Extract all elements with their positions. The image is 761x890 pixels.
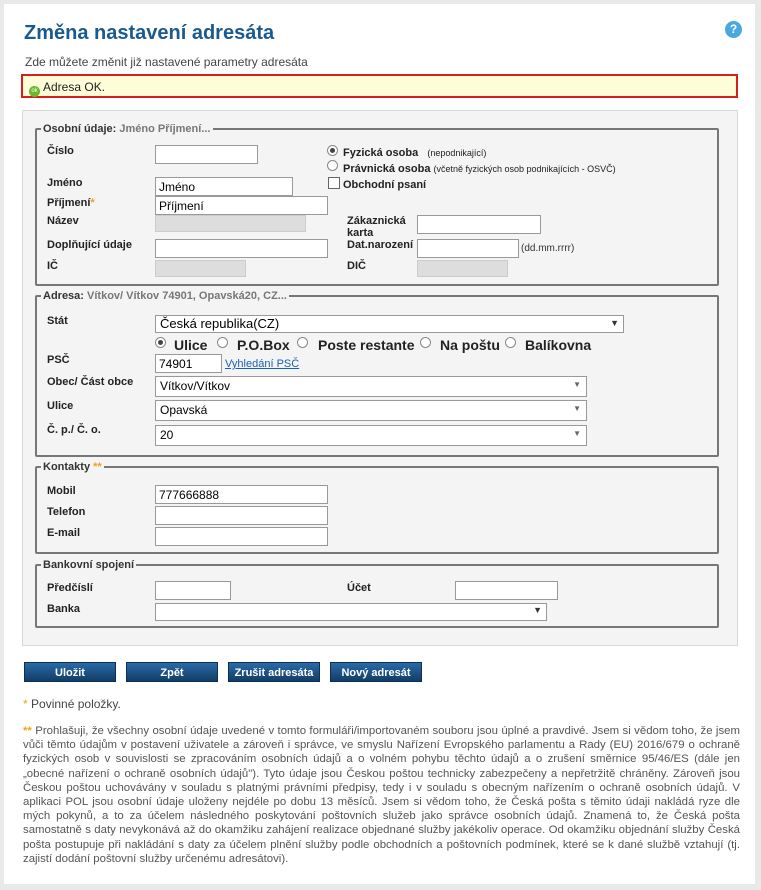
mobil-input[interactable] [155, 485, 328, 504]
dat-narozeni-label: Dat.narození [347, 239, 414, 251]
ic-label: IČ [47, 260, 58, 272]
obchodni-psani-checkbox[interactable] [328, 177, 340, 189]
zakaznicka-karta-label: Zákaznická karta [347, 215, 406, 239]
personal-legend: Osobní údaje: Jméno Příjmení... [43, 123, 211, 135]
dropdown-arrow-icon: ▼ [533, 605, 542, 615]
obchodni-psani-label: Obchodní psaní [343, 179, 427, 191]
psc-label: PSČ [47, 354, 70, 366]
predcisli-label: Předčíslí [47, 582, 93, 594]
cislo-input[interactable] [155, 145, 258, 164]
dic-input [417, 260, 508, 277]
dat-narozeni-input[interactable] [417, 239, 519, 258]
dropdown-arrow-icon: ▼ [573, 404, 581, 413]
delivery-radio-na-postu[interactable] [420, 337, 431, 348]
contacts-fieldset [35, 461, 719, 554]
telefon-label: Telefon [47, 506, 86, 518]
question-icon[interactable]: ? [725, 21, 742, 38]
pravnicka-osoba-label: Právnická osoba (včetně fyzických osob podnikajících - OSVČ) [343, 163, 616, 175]
banka-select[interactable] [155, 603, 547, 621]
cislo-label: Číslo [47, 145, 74, 157]
zakaznicka-karta-input[interactable] [417, 215, 541, 234]
status-text: Adresa OK. [43, 80, 106, 94]
address-legend: Adresa: Vítkov/ Vítkov 74901, Opavská20, CZ... [43, 290, 287, 302]
dropdown-arrow-icon: ▼ [573, 429, 581, 438]
dropdown-arrow-icon: ▼ [610, 318, 619, 328]
jmeno-label: Jméno [47, 177, 83, 189]
delivery-radio-pobox[interactable] [217, 337, 228, 348]
delivery-label-ulice: Ulice [174, 337, 208, 353]
stat-label: Stát [47, 315, 68, 327]
nazev-label: Název [47, 215, 79, 227]
doplnujici-label: Doplňující údaje [47, 239, 132, 251]
dic-label: DIČ [347, 260, 366, 272]
declaration-text: ** Prohlašuji, že všechny osobní údaje uvedené v tomto formuláři/importovaném souboru jsou úplné a pravdivé. Jsem si vědom toho, že jsem vůči těmto údajům v postavení uživatele a zároveň i správce, ve smyslu Nařízení Evropského parlamentu a Rady (EU) 2016/679 o ochraně fyzických osob v souvislosti se zpracováním osobních údajů a o volném pohybu těchto údajů a o zrušení směrnice 95/46/ES (dále jen „obecné nařízení o ochraně osobních údajů"). Tyto údaje jsou Českou poštou technicky zabezpečeny a nepřetržitě chráněny. Zároveň jsou Českou poštou uchovávány v souladu s platnými právními předpisy, tedy i v souladu s obecným nařízením o ochraně osobních údajů. V aplikaci POL jsou osobní údaje uloženy nejdéle po dobu 13 měsíců. Jsem si vědom toho, že Česká pošta s těmito údaji nakládá ryze dle mých pokynů, a to za účelem následného poskytování poštovních služeb jako správce osobních údajů. Znamená to, že Česká pošta samostatně s daty nevykonává až do okamžiku zahájení realizace objednané služby jakékoliv operace. Od okamžiku objednání služby Česká pošta postupuje při nakládání s daty za účelem plnění služby podle obchodních a poštovních podmínek, které se k dané službě vztahují (tj. zajistí dodání poštovní služby určenému adresátovi). [23, 725, 740, 865]
ucet-input[interactable] [455, 581, 558, 600]
cp-value: 20 [160, 428, 174, 442]
ulice-select[interactable] [155, 400, 587, 421]
delivery-label-poste-restante: Poste restante [318, 337, 415, 353]
prijmeni-label: Příjmení* [47, 197, 95, 209]
stat-value: Česká republika(CZ) [160, 316, 280, 331]
delivery-label-balikovna: Balíkovna [525, 337, 592, 353]
fyzicka-osoba-radio[interactable] [327, 145, 338, 156]
page-subtitle: Zde můžete změnit již nastavené parametry adresáta [25, 55, 308, 69]
contacts-legend: Kontakty ** [43, 461, 102, 473]
page-title: Změna nastavení adresáta [24, 22, 275, 44]
fyzicka-osoba-label: Fyzická osoba (nepodnikající) [343, 147, 487, 159]
ucet-label: Účet [347, 582, 371, 594]
stat-select[interactable] [155, 315, 624, 333]
cp-label: Č. p./ Č. o. [47, 424, 101, 436]
prijmeni-input[interactable] [155, 196, 328, 215]
telefon-input[interactable] [155, 506, 328, 525]
cp-select[interactable] [155, 425, 587, 446]
obec-label: Obec/ Část obce [47, 376, 134, 388]
ic-input [155, 260, 246, 277]
predcisli-input[interactable] [155, 581, 231, 600]
banka-label: Banka [47, 603, 81, 615]
cancel-recipient-button[interactable]: Zrušit adresáta [228, 662, 320, 682]
back-button[interactable]: Zpět [126, 662, 218, 682]
status-message [21, 74, 738, 98]
delivery-label-pobox: P.O.Box [237, 337, 290, 353]
save-button[interactable]: Uložit [24, 662, 116, 682]
obec-select[interactable] [155, 376, 587, 397]
bank-legend: Bankovní spojení [43, 559, 135, 571]
ulice-label: Ulice [47, 400, 74, 412]
psc-input[interactable] [155, 354, 222, 373]
psc-lookup-link[interactable]: Vyhledání PSČ [225, 358, 300, 370]
email-field[interactable] [155, 527, 328, 546]
nazev-input [155, 215, 306, 232]
pravnicka-osoba-radio[interactable] [327, 160, 338, 171]
date-format-hint: (dd.mm.rrrr) [521, 243, 575, 254]
required-note: * Povinné položky. [23, 697, 121, 711]
email-label: E-mail [47, 527, 81, 539]
ulice-value: Opavská [160, 403, 208, 417]
new-recipient-button[interactable]: Nový adresát [330, 662, 422, 682]
delivery-radio-balikovna[interactable] [505, 337, 516, 348]
jmeno-input[interactable] [155, 177, 293, 196]
dropdown-arrow-icon: ▼ [573, 380, 581, 389]
ok-icon: ok [29, 86, 40, 97]
obec-value: Vítkov/Vítkov [160, 379, 231, 393]
doplnujici-input[interactable] [155, 239, 328, 258]
mobil-label: Mobil [47, 485, 76, 497]
delivery-radio-ulice[interactable] [155, 337, 166, 348]
delivery-radio-poste-restante[interactable] [297, 337, 308, 348]
delivery-label-na-postu: Na poštu [440, 337, 500, 353]
